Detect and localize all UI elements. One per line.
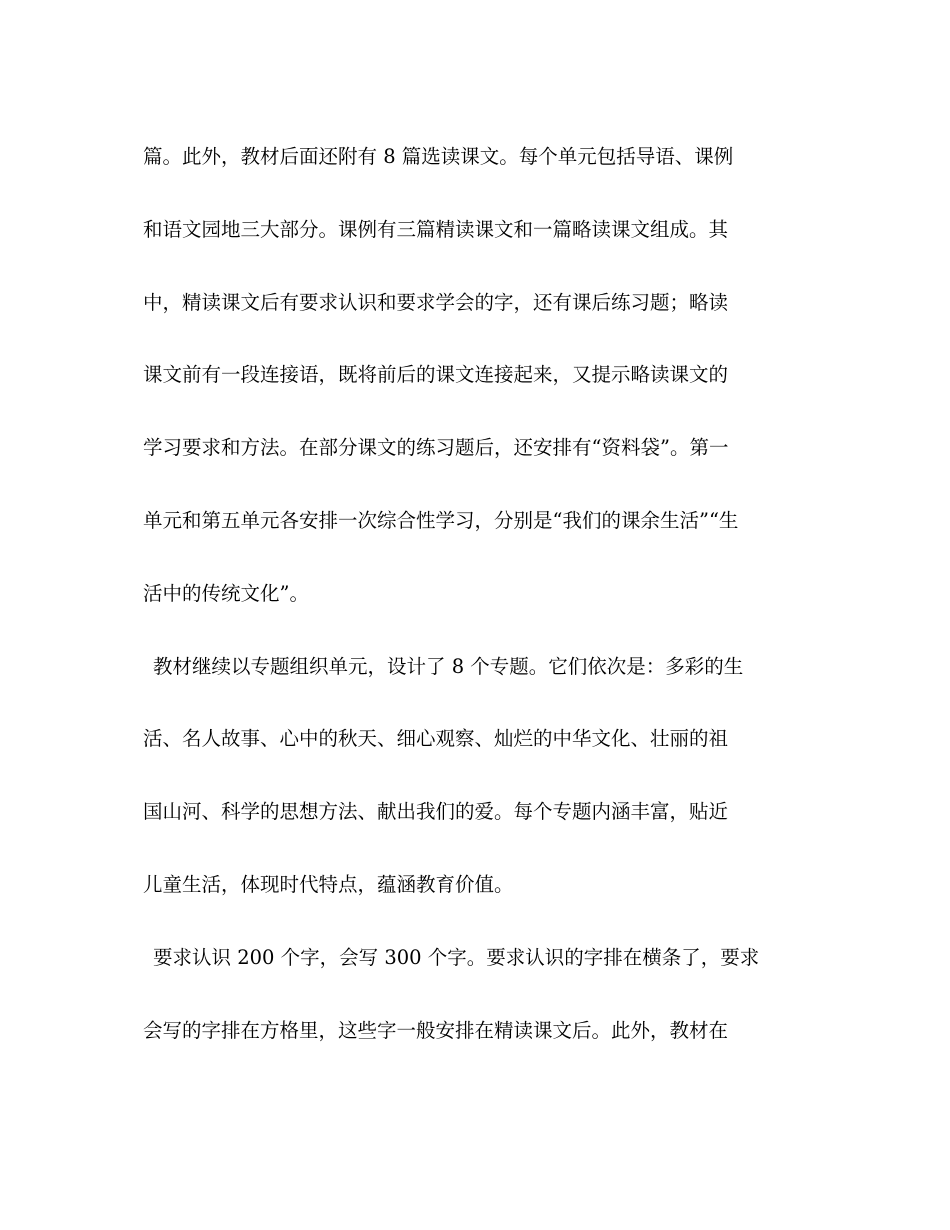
text-line: 会写的字排在方格里，这些字一般安排在精读课文后。此外，教材在 xyxy=(143,1018,729,1042)
text-line: 中，精读课文后有要求认识和要求学会的字，还有课后练习题；略读 xyxy=(143,290,729,314)
text-line: 单元和第五单元各安排一次综合性学习，分别是“我们的课余生活”“生 xyxy=(143,508,739,532)
text-line: 国山河、科学的思想方法、献出我们的爱。每个专题内涵丰富，贴近 xyxy=(143,800,729,824)
text-line: 儿童生活，体现时代特点，蕴涵教育价值。 xyxy=(143,872,514,896)
text-line: 篇。此外，教材后面还附有 8 篇选读课文。每个单元包括导语、课例 xyxy=(143,145,734,168)
text-line: 活中的传统文化”。 xyxy=(143,581,309,605)
document-body xyxy=(143,133,813,1079)
paragraph-start-line: 教材继续以专题组织单元，设计了 8 个专题。它们依次是：多彩的生 xyxy=(153,654,744,678)
text-line: 和语文园地三大部分。课例有三篇精读课文和一篇略读课文组成。其 xyxy=(143,217,729,241)
text-line: 活、名人故事、心中的秋天、细心观察、灿烂的中华文化、壮丽的祖 xyxy=(143,727,729,751)
text-line: 学习要求和方法。在部分课文的练习题后，还安排有“资料袋”。第一 xyxy=(143,436,729,460)
paragraph-start-line: 要求认识 200 个字，会写 300 个字。要求认识的字排在横条了，要求 xyxy=(153,945,760,969)
text-line: 课文前有一段连接语，既将前后的课文连接起来，又提示略读课文的 xyxy=(143,363,729,387)
